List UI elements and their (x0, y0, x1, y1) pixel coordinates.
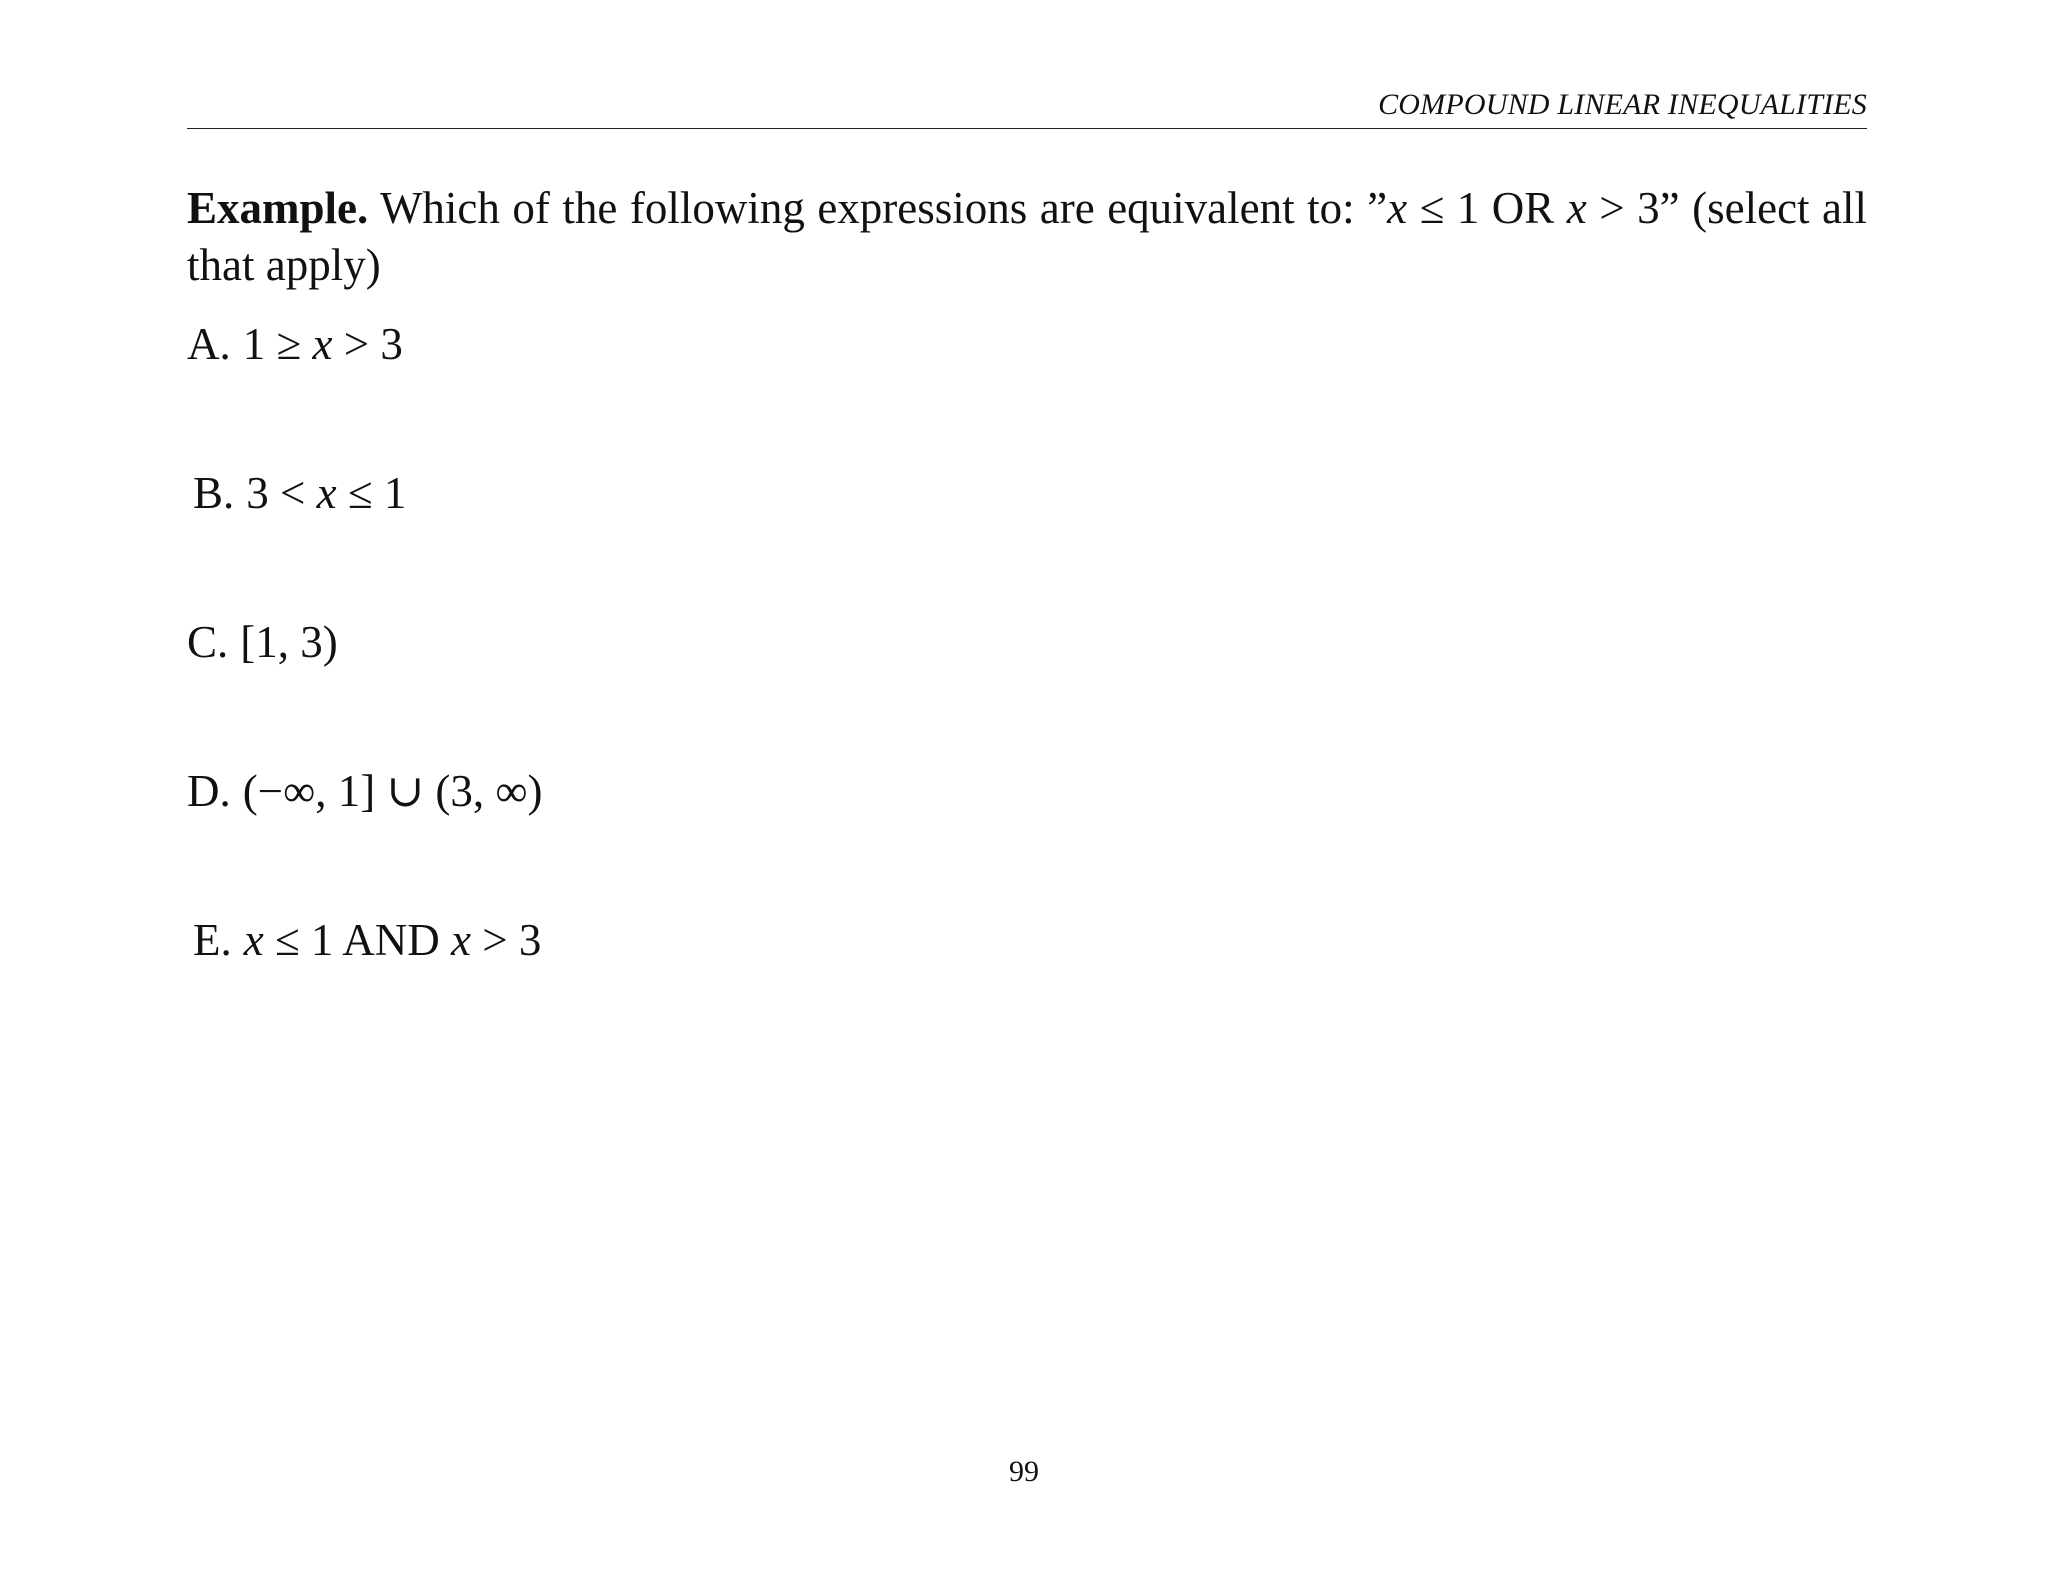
running-header (187, 86, 1867, 129)
option-a-expr-post: > 3 (332, 319, 403, 369)
option-e-letter: E. (193, 915, 232, 965)
option-a (187, 316, 403, 373)
expr-variable-1: x (1387, 183, 1408, 233)
question-text: Which of the following expressions are equivalent to: (379, 183, 1355, 233)
option-e-variable-1: x (243, 915, 264, 965)
option-a-variable: x (312, 319, 333, 369)
expr-relation-2: > 3 (1586, 183, 1660, 233)
option-d-letter: D. (187, 766, 231, 816)
option-b-letter: B. (193, 468, 235, 518)
option-a-letter: A. (187, 319, 231, 369)
option-b-expr-pre: 3 < (246, 468, 317, 518)
quote-open: ” (1367, 183, 1388, 233)
quote-close: ” (1659, 183, 1680, 233)
option-e-expr-post: > 3 (470, 915, 542, 965)
option-c-expr: [1, 3) (240, 617, 338, 667)
expr-relation-1: ≤ 1 OR (1407, 183, 1567, 233)
option-e (193, 912, 541, 969)
running-title: COMPOUND LINEAR INEQUALITIES (1378, 88, 1867, 121)
option-b-variable: x (316, 468, 337, 518)
option-c-letter: C. (187, 617, 229, 667)
option-b (193, 465, 406, 522)
page-number: 99 (1009, 1455, 1039, 1488)
example-question (187, 180, 1867, 294)
option-e-variable-2: x (450, 915, 471, 965)
option-a-expr-pre: 1 ≥ (242, 319, 313, 369)
question-instruction: (select all that apply) (187, 183, 1868, 290)
option-c (187, 614, 338, 671)
option-b-expr-post: ≤ 1 (336, 468, 407, 518)
option-d (187, 763, 542, 820)
expr-variable-2: x (1566, 183, 1587, 233)
example-label: Example. (187, 183, 369, 233)
option-e-expr-mid: ≤ 1 AND (263, 915, 451, 965)
option-d-expr: (−∞, 1] ∪ (3, ∞) (242, 766, 543, 816)
